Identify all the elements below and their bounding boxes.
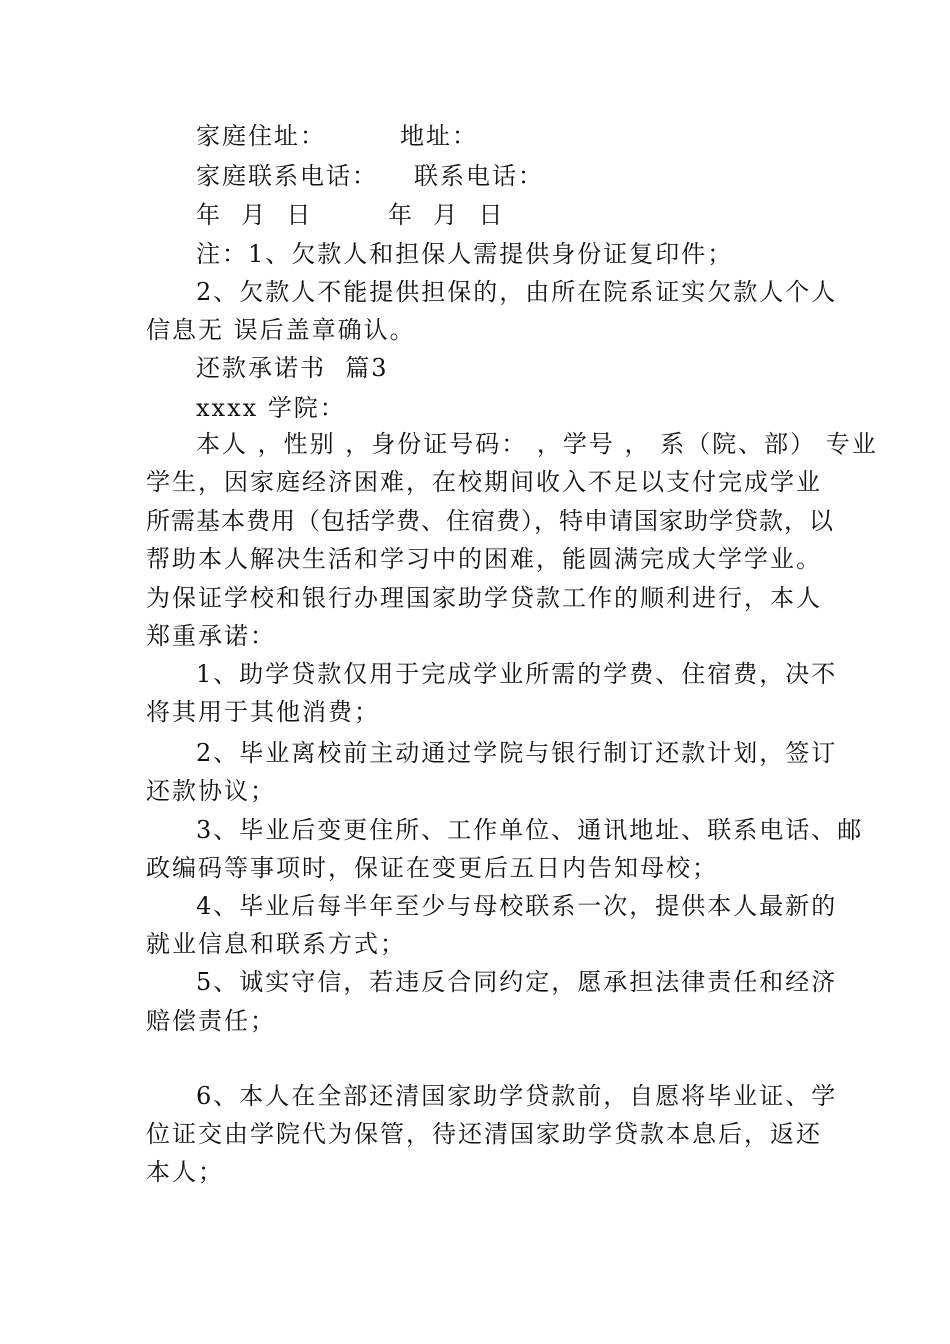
- paragraph-line: 为保证学校和银行办理国家助学贷款工作的顺利进行，本人: [146, 584, 822, 612]
- paragraph-line: 所需基本费用（包括学费、住宿费），特申请国家助学贷款，以: [146, 507, 834, 535]
- date-left: 年 月 日: [196, 201, 313, 229]
- home-phone-label: 家庭联系电话：: [196, 162, 378, 190]
- paragraph-line: 学生，因家庭经济困难，在校期间收入不足以支付完成学业: [146, 468, 822, 496]
- list-item-4-line-2: 就业信息和联系方式；: [146, 930, 406, 958]
- note-2-line-2: 信息无 误后盖章确认。: [146, 316, 416, 344]
- date-right: 年 月 日: [388, 201, 505, 229]
- phone-label: 联系电话：: [414, 162, 544, 190]
- list-item-2-line-1: 2、毕业离校前主动通过学院与银行制订还款计划，签订: [196, 739, 838, 767]
- home-address-label: 家庭住址：: [196, 122, 326, 150]
- list-item-2-line-2: 还款协议；: [146, 777, 276, 805]
- list-item-1-line-1: 1、助学贷款仅用于完成学业所需的学费、住宿费，决不: [196, 660, 838, 688]
- list-item-3-line-2: 政编码等事项时，保证在变更后五日内告知母校；: [146, 854, 718, 882]
- addressee: xxxx 学院：: [196, 394, 346, 422]
- list-item-1-line-2: 将其用于其他消费；: [146, 698, 380, 726]
- paragraph-line: 帮助本人解决生活和学习中的困难，能圆满完成大学学业。: [146, 545, 822, 573]
- paragraph-line: 郑重承诺：: [146, 622, 276, 650]
- note-1: 注：1、欠款人和担保人需提供身份证复印件；: [196, 240, 734, 268]
- list-item-5-line-2: 赔偿责任；: [146, 1007, 276, 1035]
- list-item-6-line-2: 位证交由学院代为保管，待还清国家助学贷款本息后，返还: [146, 1120, 822, 1148]
- section-title: 还款承诺书 篇3: [196, 354, 389, 382]
- paragraph-line: 本人 ，性别 ，身份证号码： ，学号 ， 系（院、部） 专业: [196, 430, 878, 458]
- list-item-5-line-1: 5、诚实守信，若违反合同约定，愿承担法律责任和经济: [196, 968, 838, 996]
- list-item-6-line-3: 本人；: [146, 1158, 224, 1186]
- list-item-6-line-1: 6、本人在全部还清国家助学贷款前，自愿将毕业证、学: [196, 1082, 838, 1110]
- list-item-3-line-1: 3、毕业后变更住所、工作单位、通讯地址、联系电话、邮: [196, 816, 864, 844]
- address-label: 地址：: [400, 122, 478, 150]
- note-2-line-1: 2、欠款人不能提供担保的，由所在院系证实欠款人个人: [196, 278, 838, 306]
- list-item-4-line-1: 4、毕业后每半年至少与母校联系一次，提供本人最新的: [196, 892, 838, 920]
